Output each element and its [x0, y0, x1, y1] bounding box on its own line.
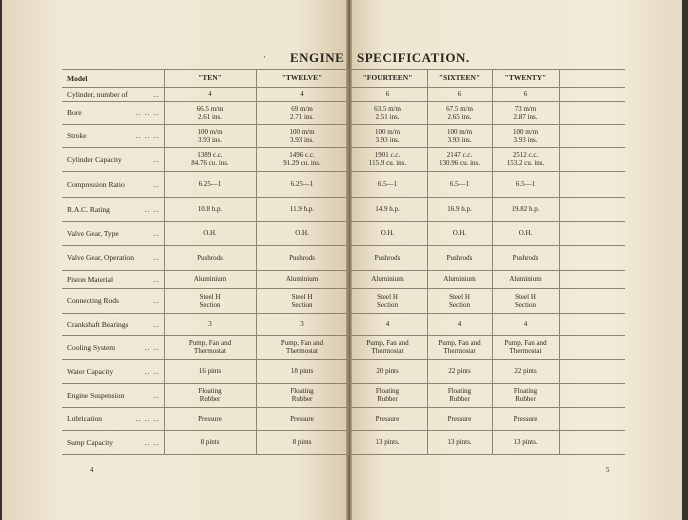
- spec-value-cell: Floating Rubber: [447, 387, 472, 403]
- spec-value-cell: O.H.: [295, 229, 309, 237]
- model-column-header: "TWENTY": [504, 73, 547, 82]
- spec-value-cell: Floating Rubber: [198, 387, 222, 403]
- right-edge: [682, 0, 688, 520]
- spec-value-cell: 1901 c.c. 115.9 cu. ins.: [368, 151, 407, 167]
- spec-value-cell: 100 m/m 3.93 ins.: [446, 127, 473, 144]
- spec-label-text: Valve Gear, Operation: [67, 253, 134, 262]
- spec-value-cell: 8 pints: [200, 438, 220, 446]
- spec-row-label: [67, 430, 163, 454]
- spec-value-cell: 18 pints: [290, 367, 314, 375]
- spec-value-cell: 11.9 h.p.: [289, 205, 315, 213]
- spec-row-label: [67, 197, 163, 221]
- spec-value-cell: Pump, Fan and Thermostat: [366, 339, 409, 355]
- leader-dots: .. .. ..: [136, 108, 159, 117]
- spec-value-cell: Aluminium: [509, 275, 542, 283]
- spec-value-cell: 63.5 m/m 2.51 ins.: [374, 104, 401, 121]
- spec-value-cell: Pushrods: [512, 253, 539, 262]
- spec-value-cell: 16.9 h.p.: [447, 205, 472, 213]
- spec-value-cell: Pump, Fan and Thermostat: [280, 339, 324, 355]
- spec-value-cell: 13 pints.: [513, 438, 538, 446]
- leader-dots: ..: [153, 296, 159, 305]
- spec-value-cell: 6.25—1: [198, 180, 222, 188]
- leader-dots: ..: [153, 179, 159, 189]
- spec-value-cell: 6: [523, 90, 528, 98]
- page-title-left: ENGINE: [290, 50, 345, 65]
- spec-value-cell: 69 m/m 2.71 ins.: [290, 104, 314, 121]
- leader-dots: ..: [153, 228, 159, 238]
- spec-value-cell: 4: [208, 90, 212, 98]
- spec-value-cell: Pressure: [198, 414, 222, 423]
- spec-label-text: Lubrication: [67, 414, 102, 423]
- leader-dots: .. ..: [144, 342, 159, 352]
- spec-value-cell: 100 m/m 3.93 ins.: [374, 127, 401, 144]
- spec-value-cell: Floating Rubber: [290, 387, 314, 403]
- spec-value-cell: 6: [457, 90, 462, 98]
- spec-value-cell: 13 pints.: [447, 438, 472, 446]
- spec-row-label: [67, 221, 163, 245]
- spec-label-text: Piston Material: [67, 274, 114, 284]
- leader-dots: ..: [153, 390, 159, 400]
- spec-value-cell: 22 pints: [448, 367, 471, 375]
- spec-value-cell: 100 m/m 3.93 ins.: [197, 127, 223, 144]
- spec-value-cell: Steel H Section: [449, 292, 470, 309]
- spec-value-cell: 67.5 m/m 2.65 ins.: [446, 104, 473, 121]
- spec-label-text: Valve Gear, Type: [67, 228, 119, 238]
- spec-value-cell: 4: [457, 320, 462, 328]
- spec-label-text: Sump Capacity: [67, 437, 114, 447]
- spec-label-text: Bore: [67, 108, 82, 117]
- spec-row-label: [67, 313, 163, 335]
- spec-row-label: [67, 288, 163, 313]
- spec-value-cell: Pressure: [290, 414, 314, 423]
- spec-label-text: Compression Ratio: [67, 179, 125, 189]
- spec-row-label: [67, 101, 163, 124]
- spec-row-label: [67, 335, 163, 359]
- model-header: Model: [67, 73, 88, 83]
- spec-label-text: Water Capacity: [67, 366, 114, 376]
- model-column-header: "FOURTEEN": [362, 73, 413, 82]
- spec-value-cell: 6.5—1: [377, 180, 398, 188]
- spec-value-cell: O.H.: [518, 229, 533, 237]
- leader-dots: .. ..: [144, 204, 159, 214]
- spec-label-text: Cooling System: [67, 342, 116, 352]
- spec-value-cell: 8 pints: [292, 438, 312, 446]
- spec-label-text: Stroke: [67, 131, 87, 140]
- model-column-header: "TEN": [198, 73, 222, 82]
- spec-value-cell: 2147 c.c. 130.96 cu. ins.: [438, 151, 481, 167]
- spec-label-text: Crankshaft Bearings: [67, 319, 129, 329]
- spec-value-cell: O.H.: [452, 229, 467, 237]
- spec-value-cell: Pressure: [447, 414, 472, 423]
- spec-value-cell: 22 pints: [514, 367, 537, 375]
- spec-value-cell: 6: [385, 90, 390, 98]
- spec-value-cell: Floating Rubber: [375, 387, 400, 403]
- spec-value-cell: 3: [300, 320, 304, 328]
- spec-value-cell: 100 m/m 3.93 ins.: [289, 127, 315, 144]
- left-edge: [0, 0, 2, 520]
- spec-value-cell: 4: [523, 320, 528, 328]
- spec-label-text: Cylinder, number of: [67, 89, 128, 99]
- spec-value-cell: Steel H Section: [199, 292, 221, 309]
- spec-row-label: [67, 87, 163, 101]
- spec-label-text: Engine Suspension: [67, 390, 125, 400]
- spec-value-cell: O.H.: [380, 229, 395, 237]
- spec-row-label: [67, 359, 163, 383]
- spec-value-cell: 20 pints: [376, 367, 399, 375]
- spec-value-cell: 66.5 m/m 2.61 ins.: [196, 104, 224, 121]
- table-rule: [62, 454, 625, 455]
- page-number-left: 4: [90, 466, 94, 474]
- spec-value-cell: 14.9 h.p.: [375, 205, 400, 213]
- page-title-right: SPECIFICATION.: [357, 50, 470, 65]
- spec-value-cell: 4: [300, 90, 304, 98]
- spec-row-label: [67, 124, 163, 147]
- spec-value-cell: Pushrods: [197, 253, 223, 262]
- spec-value-cell: 1389 c.c. 84.76 cu. ins.: [191, 151, 229, 167]
- spec-value-cell: Pressure: [375, 414, 400, 423]
- leader-dots: ..: [153, 319, 159, 329]
- spec-value-cell: 6.25—1: [290, 180, 314, 188]
- spec-value-cell: 10.8 h.p.: [197, 205, 223, 213]
- spec-value-cell: Aluminium: [443, 275, 476, 283]
- spec-row-label: [67, 383, 163, 407]
- page-number-right: 5: [606, 466, 610, 474]
- spec-value-cell: 73 m/m 2.87 ins.: [513, 104, 538, 121]
- leader-dots: ..: [153, 89, 159, 99]
- leader-dots: ..: [153, 154, 159, 164]
- spec-value-cell: 100 m/m 3.93 ins.: [512, 127, 539, 144]
- spec-label-text: Connecting Rods: [67, 296, 119, 305]
- spec-value-cell: Pump, Fan and Thermostat: [438, 339, 481, 355]
- spec-value-cell: 6.5—1: [515, 180, 536, 188]
- spec-value-cell: 16 pints: [198, 367, 222, 375]
- spec-value-cell: 19.82 h.p.: [511, 205, 540, 213]
- table-column-rule: [559, 69, 560, 454]
- spec-label-text: R.A.C. Rating: [67, 204, 110, 214]
- spec-row-label: [67, 147, 163, 171]
- spec-value-cell: O.H.: [203, 229, 217, 237]
- spec-value-cell: Steel H Section: [377, 292, 398, 309]
- spec-value-cell: Floating Rubber: [513, 387, 538, 403]
- spec-value-cell: Steel H Section: [515, 292, 536, 309]
- leader-dots: ..: [153, 253, 159, 262]
- spec-label-text: Cylinder Capacity: [67, 154, 122, 164]
- spec-value-cell: 13 pints.: [375, 438, 400, 446]
- leader-dots: .. ..: [144, 366, 159, 376]
- spec-value-cell: Aluminium: [371, 275, 404, 283]
- spec-value-cell: 2512 c.c. 153.2 cu. ins.: [506, 151, 545, 167]
- spec-value-cell: Steel H Section: [291, 292, 313, 309]
- spec-value-cell: Pushrods: [446, 253, 473, 262]
- spec-value-cell: Pump, Fan and Thermostat: [188, 339, 232, 355]
- spec-value-cell: Aluminium: [285, 275, 319, 283]
- spec-value-cell: 1496 c.c. 91.29 cu. ins.: [283, 151, 321, 167]
- leader-dots: ..: [153, 274, 159, 284]
- leader-dots: .. .. ..: [136, 131, 159, 140]
- spec-value-cell: Pressure: [513, 414, 538, 423]
- spec-row-label: [67, 171, 163, 197]
- leader-dots: .. .. ..: [136, 414, 159, 423]
- spec-value-cell: Aluminium: [193, 275, 227, 283]
- heading-dot: ·: [263, 52, 266, 62]
- spec-value-cell: 6.5—1: [449, 180, 470, 188]
- model-column-header: "SIXTEEN": [438, 73, 481, 82]
- spec-value-cell: 4: [385, 320, 390, 328]
- model-column-header: "TWELVE": [281, 73, 323, 82]
- spec-row-label: [67, 407, 163, 430]
- spec-row-label: [67, 270, 163, 288]
- leader-dots: .. ..: [144, 437, 159, 447]
- spec-value-cell: Pushrods: [374, 253, 401, 262]
- spec-value-cell: Pushrods: [289, 253, 315, 262]
- spec-value-cell: Pump, Fan and Thermostat: [504, 339, 547, 355]
- spec-value-cell: 3: [208, 320, 212, 328]
- spec-row-label: [67, 245, 163, 270]
